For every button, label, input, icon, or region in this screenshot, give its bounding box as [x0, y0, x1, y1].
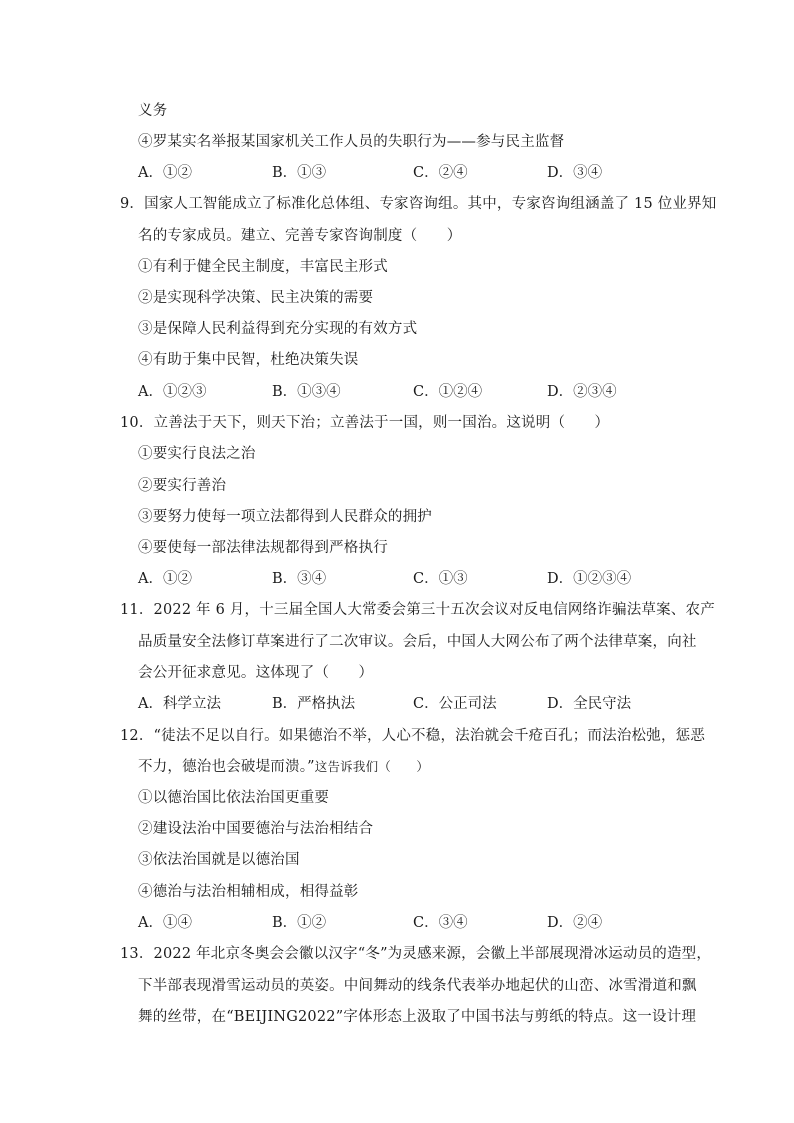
q9-choice-b: B．①③④ — [272, 384, 341, 400]
q12-stem-line-1: 12．“徒法不足以自行。如果德治不举，人心不稳，法治就会千疮百孔；而法治松弛，惩恶 — [120, 728, 706, 744]
q10-option-3: ③要努力使每一项立法都得到人民群众的拥护 — [138, 509, 432, 525]
q10-option-4: ④要使每一部法律法规都得到严格执行 — [138, 540, 388, 556]
q9-option-2: ②是实现科学决策、民主决策的需要 — [138, 290, 374, 306]
q10-choice-c: C．①③ — [413, 571, 468, 587]
q11-choice-d: D．全民守法 — [547, 696, 632, 712]
q8-choice-a: A．①② — [138, 165, 192, 181]
q11-stem-line-1: 11．2022 年 6 月，十三届全国人大常委会第三十五次会议对反电信网络诈骗法草案、农产 — [120, 602, 715, 618]
q12-stem-line-2-prompt: 这告诉我们（ ） — [314, 759, 430, 774]
q13-stem-line-1: 13．2022 年北京冬奥会会徽以汉字“冬”为灵感来源，会徽上半部展现滑冰运动员的造型， — [120, 946, 712, 962]
q9-option-4: ④有助于集中民智，杜绝决策失误 — [138, 352, 359, 368]
q12-option-3: ③依法治国就是以德治国 — [138, 852, 300, 868]
q12-stem-line-2 — [138, 757, 429, 777]
q12-stem-line-2-main: 不力，德治也会破堤而溃。” — [138, 759, 315, 775]
q10-option-2: ②要实行善治 — [138, 478, 227, 494]
q11-choice-a: A．科学立法 — [138, 696, 221, 712]
q10-choice-a: A．①② — [138, 571, 192, 587]
q10-choice-b: B．③④ — [272, 571, 327, 587]
q12-choice-d: D．②④ — [547, 915, 603, 931]
q10-option-1: ①要实行良法之治 — [138, 446, 256, 462]
q9-choice-a: A．①②③ — [138, 384, 207, 400]
q11-stem-line-3: 会公开征求意见。这体现了（ ） — [138, 665, 374, 681]
q9-answer-choices — [138, 382, 698, 402]
q12-choice-c: C．③④ — [413, 915, 468, 931]
q12-answer-choices — [138, 913, 698, 933]
q12-option-4: ④德治与法治相辅相成，相得益彰 — [138, 884, 359, 900]
q9-stem-line-2: 名的专家成员。建立、完善专家咨询制度（ ） — [138, 228, 462, 244]
q11-answer-choices — [138, 694, 698, 714]
q11-stem-line-2: 品质量安全法修订草案进行了二次审议。会后，中国人大网公布了两个法律草案，向社 — [138, 634, 697, 650]
q9-option-1: ①有利于健全民主制度，丰富民主形式 — [138, 259, 388, 275]
q8-choice-c: C．②④ — [413, 165, 468, 181]
q12-choice-a: A．①④ — [138, 915, 192, 931]
q9-option-3: ③是保障人民利益得到充分实现的有效方式 — [138, 321, 418, 337]
q13-stem-line-2: 下半部表现滑雪运动员的英姿。中间舞动的线条代表举办地起伏的山峦、冰雪滑道和飘 — [138, 978, 697, 994]
q9-choice-c: C．①②④ — [413, 384, 483, 400]
q12-option-2: ②建设法治中国要德治与法治相结合 — [138, 821, 374, 837]
q12-option-1: ①以德治国比依法治国更重要 — [138, 790, 330, 806]
q8-choice-d: D．③④ — [547, 165, 603, 181]
q10-answer-choices — [138, 569, 698, 589]
q12-choice-b: B．①② — [272, 915, 327, 931]
q11-choice-b: B．严格执法 — [272, 696, 356, 712]
q8-choice-b: B．①③ — [272, 165, 327, 181]
q8-answer-choices — [138, 163, 698, 183]
q9-choice-d: D．②③④ — [547, 384, 617, 400]
q11-choice-c: C．公正司法 — [413, 696, 497, 712]
q13-stem-line-3: 舞的丝带，在“BEIJING2022”字体形态上汲取了中国书法与剪纸的特点。这一设计理 — [138, 1009, 697, 1025]
q10-choice-d: D．①②③④ — [547, 571, 632, 587]
q8-continuation-line: 义务 — [138, 103, 168, 119]
q10-stem-line-1: 10．立善法于天下，则天下治；立善法于一国，则一国治。这说明（ ） — [120, 415, 610, 431]
q8-option-4: ④罗某实名举报某国家机关工作人员的失职行为——参与民主监督 — [138, 134, 565, 150]
q9-stem-line-1: 9．国家人工智能成立了标准化总体组、专家咨询组。其中，专家咨询组涵盖了 15 位业界知 — [120, 196, 717, 212]
